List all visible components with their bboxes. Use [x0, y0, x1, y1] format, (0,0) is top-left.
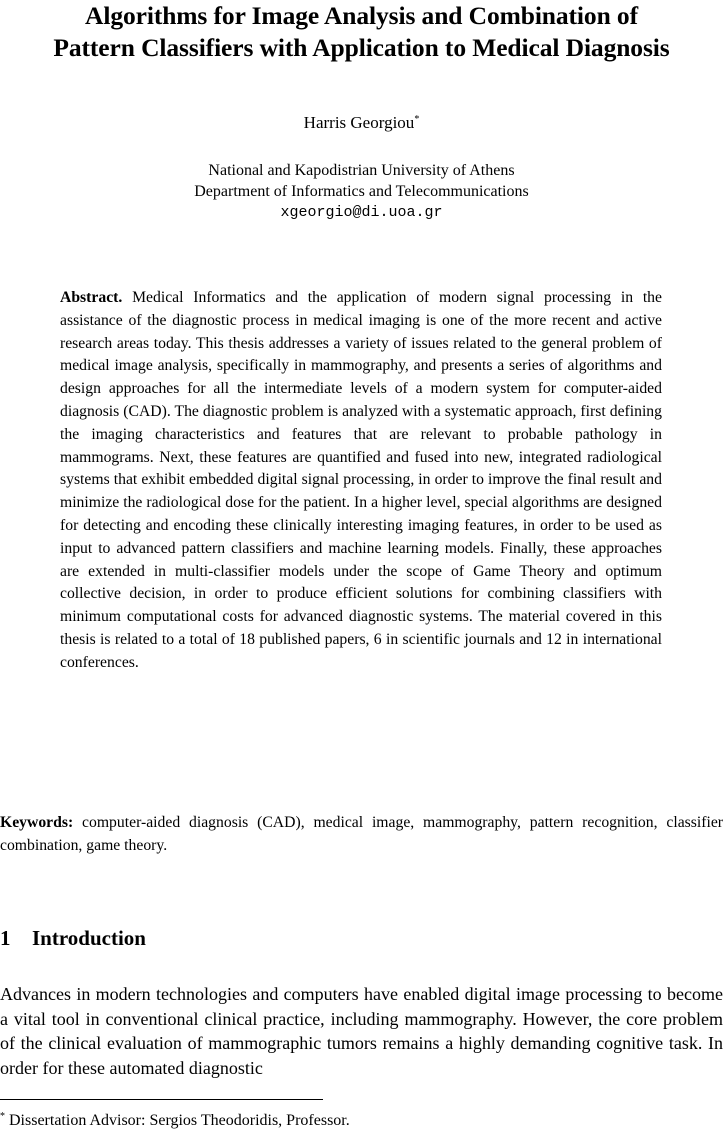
- section-title: Introduction: [32, 926, 146, 950]
- author-email: xgeorgio@di.uoa.gr: [280, 204, 443, 221]
- footnote-text: Dissertation Advisor: Sergios Theodoridis, Professor.: [9, 1112, 350, 1129]
- author: [0, 112, 723, 134]
- intro-paragraph: Advances in modern technologies and computers have enabled digital image processing to become a vital tool in conventional clinical practice, including mammography. However, the core problem of the clinical evaluation of mammographic tumors remains a highly demanding cognitive task. In order for these automated diagnostic: [0, 984, 723, 1078]
- keywords: [0, 812, 723, 858]
- paper-title-line-2: Pattern Classifiers with Application to Medical Diagnosis: [53, 33, 670, 62]
- paper-title: [0, 0, 723, 64]
- section-heading: [0, 924, 723, 952]
- abstract: [60, 287, 662, 675]
- author-footnote-mark: *: [414, 114, 420, 125]
- keywords-text: computer-aided diagnosis (CAD), medical image, mammography, pattern recognition, classifier combination, game theory.: [0, 814, 723, 854]
- affiliation-department: Department of Informatics and Telecommunications: [194, 183, 529, 200]
- paper-title-line-1: Algorithms for Image Analysis and Combination of: [85, 1, 638, 30]
- abstract-label: Abstract.: [60, 289, 123, 306]
- footnote-mark: *: [0, 1111, 5, 1122]
- abstract-text: Medical Informatics and the application of modern signal processing in the assistance of the diagnostic process in medical imaging is one of the more recent and active research areas today. This thesis addresses a variety of issues related to the general problem of medical image analysis, specifically in mammography, and presents a series of algorithms and design approaches for all the intermediate levels of a modern system for computer-aided diagnosis (CAD). The diagnostic problem is analyzed with a systematic approach, first defining the imaging characteristics and features that are relevant to probable pathology in mammograms. Next, these features are quantified and fused into new, integrated radiological systems that exhibit embedded digital signal processing, in order to improve the final result and minimize the radiological dose for the patient. In a higher level, special algorithms are designed for detecting and encoding these clinically interesting imaging features, in order to be used as input to advanced pattern classifiers and machine learning models. Finally, these approaches are extended in multi-classifier models under the scope of Game Theory and optimum collective decision, in order to produce efficient solutions for combining classifiers with minimum computational costs for advanced diagnostic systems. The material covered in this thesis is related to a total of 18 published papers, 6 in scientific journals and 12 in international conferences.: [60, 289, 662, 671]
- author-name: Harris Georgiou: [303, 113, 415, 132]
- keywords-label: Keywords:: [0, 814, 74, 831]
- affiliation-university: National and Kapodistrian University of Athens: [208, 162, 515, 179]
- footnote: [0, 1111, 723, 1131]
- affiliation: [0, 160, 723, 224]
- footnote-rule: [0, 1099, 323, 1100]
- section-number: 1: [0, 926, 11, 950]
